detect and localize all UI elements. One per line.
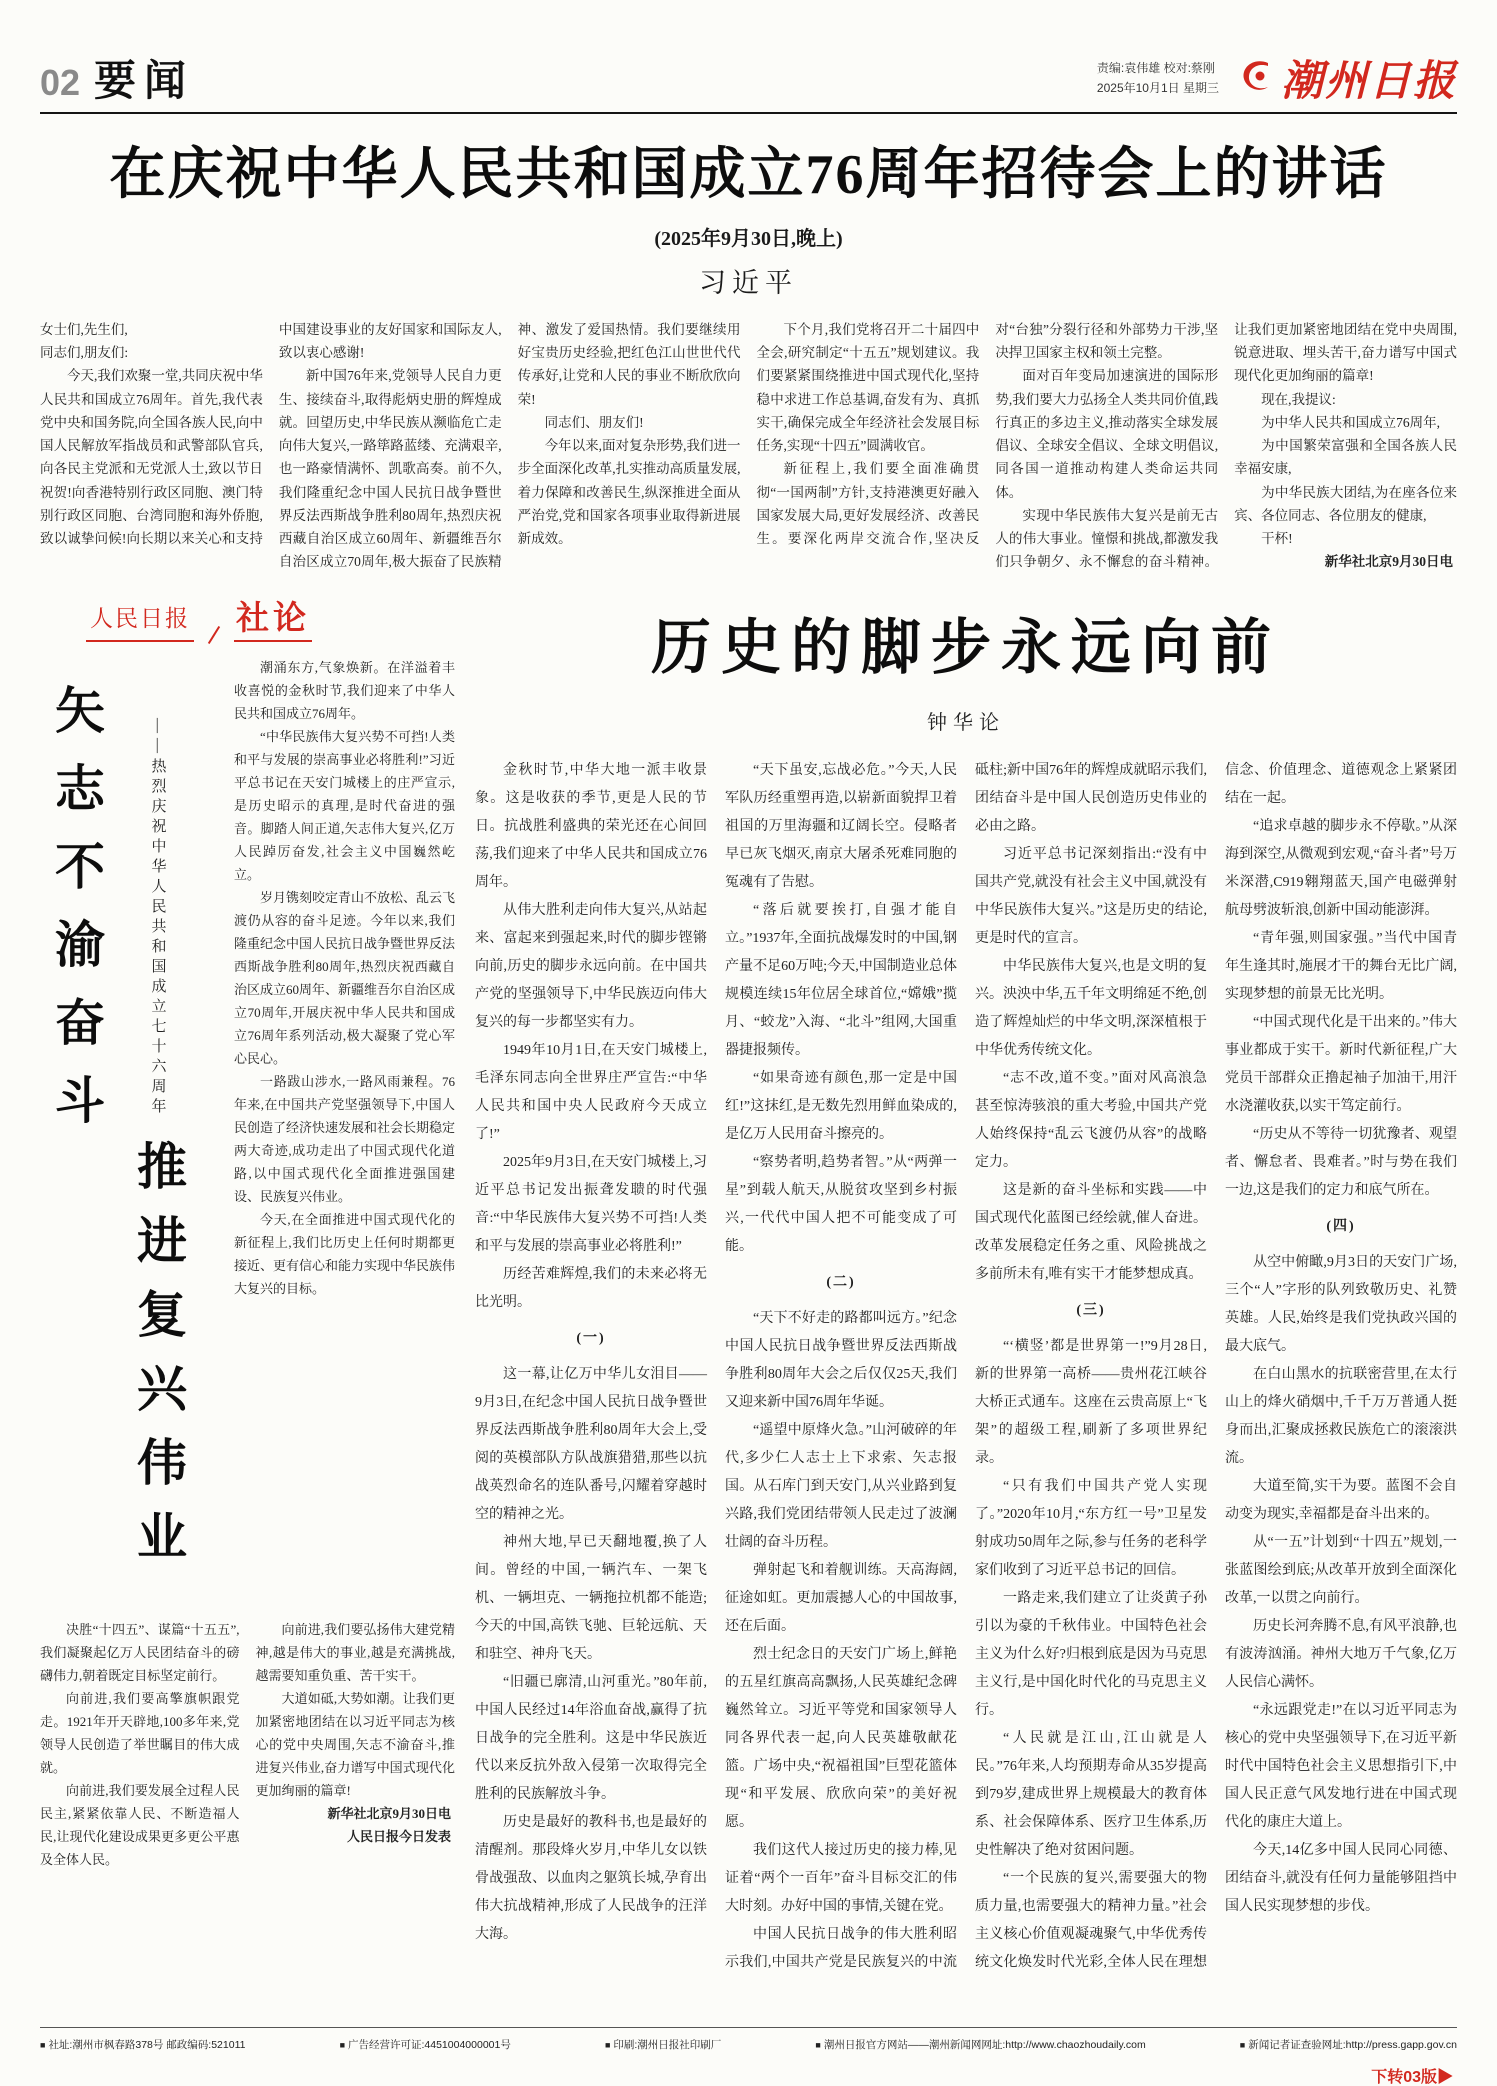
feature-article [475,598,1457,2086]
paragraph: 向前进,我们要发展全过程人民民主,紧紧依靠人民、不断造福人民,让现代化建设成果更多更公平惠及全体人民。 [40,1783,240,1867]
footer-item: ■ 社址:潮州市枫春路378号 邮政编码:521011 [40,2037,245,2052]
paragraph: 为中华人民共和国成立76周年, [1261,414,1441,430]
vertical-title-line2: 推进复兴伟业 [130,1140,186,1584]
footer-item: ■ 潮州日报官方网站——潮州新闻网网址:http://www.chaozhoudaily.com [815,2037,1145,2052]
masthead-title: 潮州日报 [1280,59,1457,105]
badge-people-daily: 人民日报 [86,600,194,642]
paragraph: “追求卓越的脚步永不停歇。”从深海到深空,从微观到宏观,“奋斗者”号万米深潜,C919翱翔蓝天,国产电磁弹射航母劈波斩浪,创新中国动能澎湃。 [1225,819,1457,918]
paragraph: 大道至简,实干为要。蓝图不会自动变为现实,幸福都是奋斗出来的。 [1225,1479,1457,1522]
paragraph: 金秋时节,中华大地一派丰收景象。这是收获的季节,更是人民的节日。抗战胜利盛典的荣光还在心间回荡,我们迎来了中华人民共和国成立76周年。 [475,763,707,890]
editorial-column-2 [40,1618,455,2054]
paragraph: 向前进,我们要弘扬伟大建党精神,越是伟大的事业,越是充满挑战,越需要知重负重、苦干实干。 [255,1622,455,1683]
feature-headline: 历史的脚步永远向前 [651,615,1281,681]
paragraph: 一路走来,我们建立了让炎黄子孙引以为豪的千秋伟业。中国特色社会主义为什么好?归根到底是因为马克思主义行,是中国化时代化的马克思主义行。 [975,1591,1207,1718]
paragraph: “永远跟党走!”在以习近平同志为核心的党中央坚强领导下,在习近平新时代中国特色社会主义思想指引下,中国人民正意气风发地行进在中国式现代化的康庄大道上。 [1225,1703,1457,1830]
page-number: 02 [40,62,81,103]
paragraph: 1949年10月1日,在天安门城楼上,毛泽东同志向全世界庄严宣告:“中华人民共和国中央人民政府今天成立了!” [475,1043,707,1142]
paragraph: 同志们,朋友们: [40,345,129,361]
paragraph: 为中国繁荣富强和全国各族人民幸福安康, [1234,438,1457,477]
editor-line: 责编:袁伟雄 校对:蔡刚 [1096,60,1215,75]
speech-headline: 在庆祝中华人民共和国成立76周年招待会上的讲话 [109,144,1388,206]
paragraph: 今天,在全面推进中国式现代化的新征程上,我们比历史上任何时期都更接近、更有信心和能力实现中华民族伟大复兴的目标。 [234,1212,455,1296]
date-line: 2025年10月1日 星期三 [1096,81,1219,95]
paragraph: 我们这代人接过历史的接力棒,见证着“两个一百年”奋斗目标交汇的伟大时刻。办好中国的事情,关键在党。 [725,1843,957,1914]
section-marker: (二) [826,1275,856,1290]
section-marker: (三) [1076,1303,1106,1318]
vertical-title-line1: 矢志不渝奋斗 [48,684,104,1152]
paragraph: 决胜“十四五”、谋篇“十五五”,我们凝聚起亿万人民团结奋斗的磅礴伟力,朝着既定目标坚定前行。 [40,1622,240,1683]
paragraph: 这是新的奋斗坐标和实践——中国式现代化蓝图已经绘就,催人奋进。改革发展稳定任务之重、风险挑战之多前所未有,唯有实干才能梦想成真。 [975,1183,1207,1282]
paragraph: 历史长河奔腾不息,有风平浪静,也有波涛汹涌。神州大地万千气象,亿万人民信心满怀。 [1225,1619,1457,1690]
speech-subtitle: (2025年9月30日,晚上) [654,228,843,250]
section-marker: (一) [576,1331,606,1346]
paragraph: 女士们,先生们, [40,322,128,337]
paragraph: 中华民族伟大复兴,也是文明的复兴。泱泱中华,五千年文明绵延不绝,创造了辉煌灿烂的中华文明,深深植根于中华优秀传统文化。 [975,959,1207,1058]
footer-item: ■ 印刷:潮州日报社印刷厂 [605,2037,721,2052]
page-header [40,0,1457,108]
continuation-notice: 下转03版▶ [1361,2062,1455,2086]
paragraph: 大道如砥,大势如潮。让我们更加紧密地团结在以习近平同志为核心的党中央周围,矢志不渝奋斗,推进复兴伟业,奋力谱写中国式现代化更加绚丽的篇章! [255,1691,455,1798]
paragraph: 中国人民抗日战争的伟大胜利昭示我们,中国共产党是民族复兴的中流砥柱;新中国76年的辉煌成就昭示我们,团结奋斗是中国人民创造历史伟业的必由之路。 [725,763,1207,1970]
paragraph: “中华民族伟大复兴势不可挡!人类和平与发展的崇高事业必将胜利!”习近平总书记在天安门城楼上的庄严宣示,是历史昭示的真理,是时代奋进的强音。脚踏人间正道,矢志伟大复兴,亿万人民踔厉奋发,社会主义中国巍然屹立。 [234,729,455,882]
paragraph: 为中华民族大团结,为在座各位来宾、各位同志、各位朋友的健康, [1234,484,1457,523]
paragraph: “落后就要挨打,自强才能自立。”1937年,全面抗战爆发时的中国,钢产量不足60万吨;今天,中国制造业总体规模连续15年位居全球首位,“嫦娥”揽月、“蛟龙”入海、“北斗”组网,大国重器捷报频传。 [725,903,957,1058]
paragraph: 潮涌东方,气象焕新。在洋溢着丰收喜悦的金秋时节,我们迎来了中华人民共和国成立76周年。 [234,660,455,721]
badge-editorial: 社论 [234,592,312,642]
paragraph: 新中国76年来,党领导人民自力更生、接续奋斗,取得彪炳史册的辉煌成就。回望历史,中华民族从濒临危亡走向伟大复兴,一路筚路蓝缕、充满艰辛,也一路豪情满怀、凯歌高奏。前不久,我们隆重纪念中国人民抗日战争暨世界反法西斯战争胜利80周年,热烈庆祝西藏自治区成立60周年、新疆维吾尔自治区成立70周年,极大振奋了民族精神、激发了爱国热情。我们要继续用好宝贵历史经验,把红色江山世世代代传承好,让党和人民的事业不断欣欣向荣! [278,322,741,570]
paragraph: 今天,我们欢聚一堂,共同庆祝中华人民共和国成立76周年。首先,我代表党中央和国务院,向全国各族人民,向中国人民解放军指战员和武警部队官兵,向各民主党派和无党派人士,致以节日祝贺!向香港特别行政区同胞、澳门特别行政区同胞、台湾同胞和海外侨胞,致以诚挚问候!向长期以来关心和支持中国建设事业的友好国家和国际友人,致以衷心感谢! [40,322,502,546]
masthead-emblem-icon [1237,56,1277,101]
paragraph: 在白山黑水的抗联密营里,在太行山上的烽火硝烟中,千千万万普通人挺身而出,汇聚成拯救民族危亡的滚滚洪流。 [1225,1367,1457,1466]
speech-body [40,318,1457,576]
editorial-article [40,598,455,2086]
paragraph: “如果奇迹有颜色,那一定是中国红!”这抹红,是无数先烈用鲜血染成的,是亿万人民用奋斗擦亮的。 [725,1071,957,1142]
paragraph: 面对百年变局加速演进的国际形势,我们要大力弘扬全人类共同价值,践行真正的多边主义,推动落实全球发展倡议、全球安全倡议、全球文明倡议,同各国一道推动构建人类命运共同体。 [995,368,1219,500]
footer-item: ■ 新闻记者证查验网址:http://press.gapp.gov.cn [1240,2037,1457,2052]
editorial-column-1 [234,656,455,1604]
paragraph: 从伟大胜利走向伟大复兴,从站起来、富起来到强起来,时代的脚步铿锵向前,历史的脚步永远向前。在中国共产党的坚强领导下,中华民族迈向伟大复兴的每一步都坚实有力。 [475,903,707,1030]
paragraph: 历经苦难辉煌,我们的未来必将无比光明。 [475,1267,707,1310]
paragraph: 新征程上,我们要全面准确贯彻“一国两制”方针,支持港澳更好融入国家发展大局,更好发展经济、改善民生。要深化两岸交流合作,坚决反对“台独”分裂行径和外部势力干涉,坚决捍卫国家主权和领土完整。 [756,322,1219,546]
section-title: 要闻 [94,59,195,105]
paragraph: 今天,14亿多中国人民同心同德、团结奋斗,就没有任何力量能够阻挡中国人民实现梦想的步伐。 [1225,1843,1457,1914]
paragraph: “遥望中原烽火急。”山河破碎的年代,多少仁人志士上下求索、矢志报国。从石库门到天安门,从兴业路到复兴路,我们党团结带领人民走过了波澜壮阔的奋斗历程。 [725,1423,957,1550]
paragraph: “旧疆已廓清,山河重光。”80年前,中国人民经过14年浴血奋战,赢得了抗日战争的完全胜利。这是中华民族近代以来反抗外敌入侵第一次取得完全胜利的民族解放斗争。 [475,1675,707,1802]
paragraph: 实现中华民族伟大复兴是前无古人的伟大事业。憧憬和挑战,都激发我们只争朝夕、永不懈怠的奋斗精神。让我们更加紧密地团结在党中央周围,锐意进取、埋头苦干,奋力谱写中国式现代化更加绚丽的篇章! [995,322,1457,570]
paragraph: 现在,我提议: [1261,391,1336,407]
paragraph: “青年强,则国家强。”当代中国青年生逢其时,施展才干的舞台无比广阔,实现梦想的前景无比光明。 [1225,931,1457,1002]
editorial-vertical-headline [40,656,218,1604]
paragraph: “天下不好走的路都叫远方。”纪念中国人民抗日战争暨世界反法西斯战争胜利80周年大会之后仅仅25天,我们又迎来新中国76周年华诞。 [725,1311,957,1410]
paragraph: 向前进,我们要高擎旗帜跟党走。1921年开天辟地,100多年来,党领导人民创造了举世瞩目的伟大成就。 [40,1691,240,1775]
paragraph: 干杯! [1261,530,1293,546]
dateline: 人民日报今日发表 [346,1829,451,1844]
feature-byline: 钟华论 [927,712,1005,734]
speech-article [40,130,1457,576]
paragraph: “志不改,道不变。”面对风高浪急甚至惊涛骇浪的重大考验,中国共产党人始终保持“乱云飞渡仍从容”的战略定力。 [975,1071,1207,1170]
dateline: 新华社北京9月30日电 [327,1806,451,1821]
feature-body [475,757,1457,2086]
footer-item: ■ 广告经营许可证:4451004000001号 [340,2037,511,2052]
paragraph: “只有我们中国共产党人实现了。”2020年10月,“东方红一号”卫星发射成功50周年之际,参与任务的老科学家们收到了习近平总书记的回信。 [975,1479,1207,1578]
paragraph: 从“一五”计划到“十四五”规划,一张蓝图绘到底;从改革开放到全面深化改革,一以贯之向前行。 [1225,1535,1457,1606]
paragraph: “察势者明,趋势者智。”从“两弹一星”到载人航天,从脱贫攻坚到乡村振兴,一代代中国人把不可能变成了可能。 [725,1155,957,1254]
paragraph: “天下虽安,忘战必危。”今天,人民军队历经重塑再造,以崭新面貌捍卫着祖国的万里海疆和辽阔长空。侵略者早已灰飞烟灭,南京大屠杀死难同胞的冤魂有了告慰。 [725,763,957,890]
paragraph: 习近平总书记深刻指出:“没有中国共产党,就没有社会主义中国,就没有中华民族伟大复兴。”这是历史的结论,更是时代的宣言。 [975,847,1207,946]
paragraph: 烈士纪念日的天安门广场上,鲜艳的五星红旗高高飘扬,人民英雄纪念碑巍然耸立。习近平等党和国家领导人同各界代表一起,向人民英雄敬献花篮。广场中央,“祝福祖国”巨型花篮体现“和平发展、欣欣向荣”的美好祝愿。 [725,1647,957,1830]
paragraph: 神州大地,早已天翻地覆,换了人间。曾经的中国,一辆汽车、一架飞机、一辆坦克、一辆拖拉机都不能造;今天的中国,高铁飞驰、巨轮远航、天和驻空、神舟飞天。 [475,1535,707,1662]
paragraph: 今年以来,面对复杂形势,我们进一步全面深化改革,扎实推动高质量发展,着力保障和改善民生,纵深推进全面从严治党,党和国家各项事业取得新进展新成效。 [517,438,741,546]
paragraph: 下个月,我们党将召开二十届四中全会,研究制定“十五五”规划建议。我们要紧紧围绕推进中国式现代化,坚持稳中求进工作总基调,奋发有为、真抓实干,确保完成全年经济社会发展目标任务,实现“十四五”圆满收官。 [756,322,980,454]
masthead [1237,48,1457,108]
header-rule [40,112,1457,114]
paragraph: 2025年9月3日,在天安门城楼上,习近平总书记发出振聋发聩的时代强音:“中华民族伟大复兴势不可挡!人类和平与发展的崇高事业必将胜利!” [475,1155,707,1254]
paragraph: “历史从不等待一切犹豫者、观望者、懈怠者、畏难者。”时与势在我们一边,这是我们的定力和底气所在。 [1225,1127,1457,1198]
paragraph: “一个民族的复兴,需要强大的物质力量,也需要强大的精神力量。”社会主义核心价值观凝魂聚气,中华优秀传统文化焕发时代光彩,全体人民在理想信念、价值理念、道德观念上紧紧团结在一起。 [975,763,1457,1970]
paragraph: 历史是最好的教科书,也是最好的清醒剂。那段烽火岁月,中华儿女以铁骨战强敌、以血肉之躯筑长城,孕育出伟大抗战精神,形成了人民战争的汪洋大海。 [475,1815,707,1942]
paragraph: “中国式现代化是干出来的。”伟大事业都成于实干。新时代新征程,广大党员干部群众正撸起袖子加油干,用汗水浇灌收获,以实干笃定前行。 [1225,1015,1457,1114]
paragraph: 岁月镌刻咬定青山不放松、乱云飞渡仍从容的奋斗足迹。今年以来,我们隆重纪念中国人民抗日战争暨世界反法西斯战争胜利80周年,热烈庆祝西藏自治区成立60周年、新疆维吾尔自治区成立70周年,开展庆祝中华人民共和国成立76周年系列活动,极大凝聚了党心军心民心。 [234,890,455,1066]
paragraph: “‘横竖’都是世界第一!”9月28日,新的世界第一高桥——贵州花江峡谷大桥正式通车。这座在云贵高原上“飞架”的超级工程,刷新了多项世界纪录。 [975,1339,1207,1466]
speech-author: 习近平 [699,268,798,298]
editorial-badge [86,598,455,642]
paragraph: 一路跋山涉水,一路风雨兼程。76年来,在中国共产党坚强领导下,中国人民创造了经济快速发展和社会长期稳定两大奇迹,成功走出了中国式现代化道路,以中国式现代化全面推进强国建设、民族复兴伟业。 [234,1074,455,1204]
paragraph: “人民就是江山,江山就是人民。”76年来,人均预期寿命从35岁提高到79岁,建成世界上规模最大的教育体系、社会保障体系、医疗卫生体系,历史性解决了绝对贫困问题。 [975,1731,1207,1858]
paragraph: 这一幕,让亿万中华儿女泪目——9月3日,在纪念中国人民抗日战争暨世界反法西斯战争胜利80周年大会上,受阅的英模部队方队战旗猎猎,那些以抗战英烈命名的连队番号,闪耀着穿越时空的精神之光。 [475,1367,707,1522]
paragraph: 弹射起飞和着舰训练。天高海阔,征途如虹。更加震撼人心的中国故事,还在后面。 [725,1563,957,1634]
page-footer [40,2027,1457,2052]
paragraph: 从空中俯瞰,9月3日的天安门广场,三个“人”字形的队列致敬历史、礼赞英雄。人民,始终是我们党执政兴国的最大底气。 [1225,1255,1457,1354]
dateline: 新华社北京9月30日电 [1324,554,1453,570]
paragraph: 同志们、朋友们! [544,414,644,430]
section-marker: (四) [1326,1219,1356,1234]
vertical-subtitle: ——热烈庆祝中华人民共和国成立七十六周年 [149,718,166,1118]
badge-slash-icon [208,626,220,644]
